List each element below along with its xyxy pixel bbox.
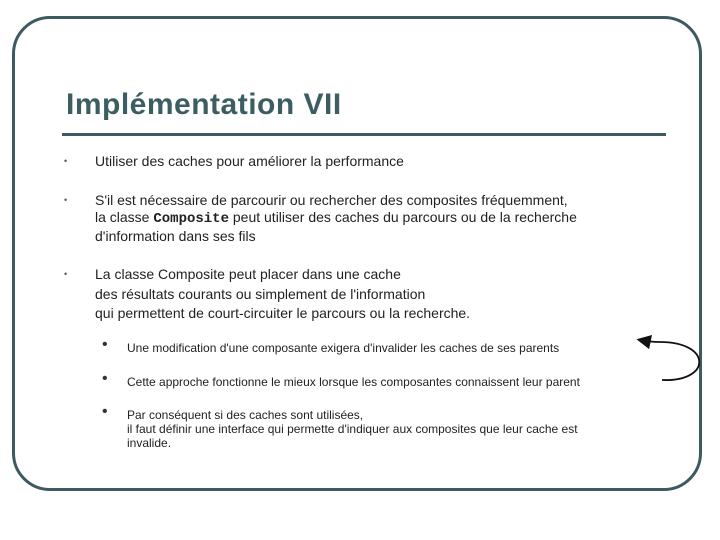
composite-class-name: Composite <box>153 211 229 227</box>
subbullet-dot: • <box>102 370 108 387</box>
slide-title: Implémentation VII <box>66 88 342 121</box>
bullet-3-line-2: des résultats courants ou simplement de l'information <box>95 285 426 302</box>
bullet-dot: • <box>64 156 68 166</box>
bullet-2-line-1: S'il est nécessaire de parcourir ou rechercher des composites fréquemment, <box>95 192 568 208</box>
bullet-2-line-3: d'information dans ses fils <box>95 228 256 244</box>
subbullet-dot: • <box>102 336 108 353</box>
subbullet-3-line-1: Par conséquent si des caches sont utilisées, <box>127 408 364 422</box>
subbullet-1-text: Une modification d'une composante exigera d'invalider les caches de ses parents <box>127 341 560 355</box>
subbullet-3-line-2: il faut définir une interface qui permette d'indiquer aux composites que leur cache est <box>127 422 578 436</box>
subbullet-3-line-3: invalide. <box>127 436 172 450</box>
subbullet-2-text: Cette approche fonctionne le mieux lorsque les composantes connaissent leur parent <box>127 375 580 389</box>
bullet-3-line-1: La classe Composite peut placer dans une cache <box>95 266 401 282</box>
bullet-dot: • <box>64 195 68 205</box>
bullet-3-line-3: qui permettent de court-circuiter le parcours ou la recherche. <box>95 305 471 321</box>
bullet-2-line-2-post: peut utiliser des caches du parcours ou de la recherche <box>228 209 577 225</box>
bullet-dot: • <box>64 269 68 279</box>
bullet-2-line-2-pre: la classe <box>95 209 154 225</box>
bullet-1-text: Utiliser des caches pour améliorer la performance <box>95 153 404 169</box>
subbullet-dot: • <box>102 403 108 420</box>
